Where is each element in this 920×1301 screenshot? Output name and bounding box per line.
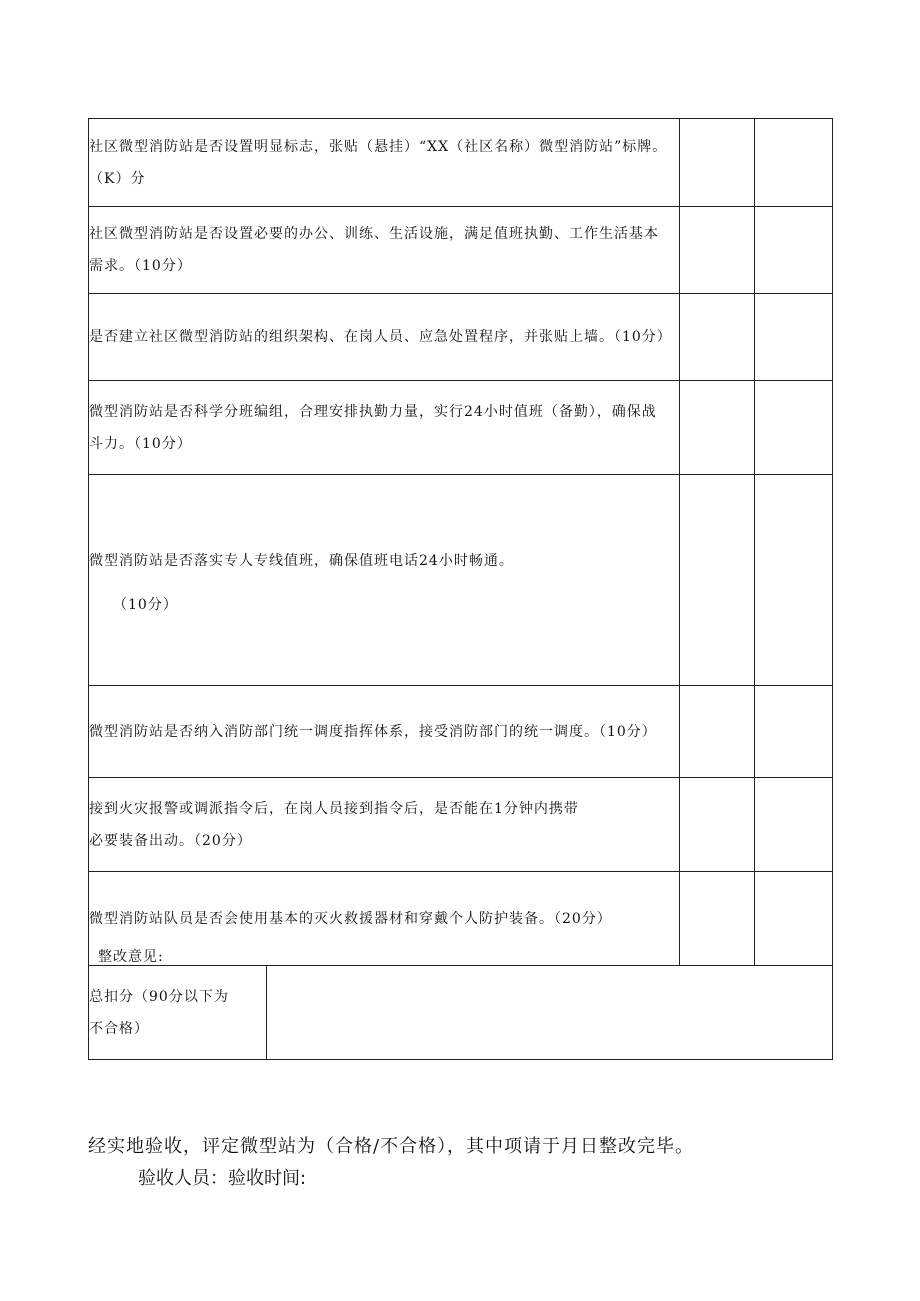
remark-cell[interactable] — [755, 686, 833, 778]
table-row-total — [89, 966, 833, 1060]
inspector-signoff: 验收人员：验收时间: — [138, 1168, 307, 1189]
item-text: 社区微型消防站是否设置必要的办公、训练、生活设施，满足值班执勤、工作生活基本 需求。（10分） — [89, 207, 680, 294]
score-cell[interactable] — [680, 475, 755, 686]
table-row — [89, 119, 833, 207]
remark-cell[interactable] — [755, 872, 833, 966]
remark-cell[interactable] — [755, 381, 833, 475]
table-row — [89, 778, 833, 872]
remark-cell[interactable] — [755, 778, 833, 872]
score-cell[interactable] — [680, 207, 755, 294]
table-row — [89, 686, 833, 778]
score-cell[interactable] — [680, 381, 755, 475]
item-text-line: （10分） — [113, 597, 178, 613]
remark-cell[interactable] — [755, 475, 833, 686]
table-row — [89, 207, 833, 294]
score-cell[interactable] — [680, 686, 755, 778]
score-cell[interactable] — [680, 294, 755, 381]
remark-cell[interactable] — [755, 294, 833, 381]
table-row — [89, 475, 833, 686]
item-text: 接到火灾报警或调派指令后，在岗人员接到指令后，是否能在1分钟内携带 必要装备出动。（20分） — [89, 778, 680, 872]
remark-cell[interactable] — [755, 207, 833, 294]
score-cell[interactable] — [680, 872, 755, 966]
score-cell[interactable] — [680, 119, 755, 207]
item-text: 是否建立社区微型消防站的组织架构、在岗人员、应急处置程序，并张贴上墙。（10分） — [89, 294, 680, 381]
inspection-checklist-table — [88, 118, 833, 1060]
table-row — [89, 872, 833, 966]
total-deduction-value[interactable] — [267, 966, 833, 1060]
table-row — [89, 294, 833, 381]
score-cell[interactable] — [680, 778, 755, 872]
item-text: 微型消防站是否科学分班编组，合理安排执勤力量，实行24小时值班（备勤），确保战 斗力。（10分） — [89, 381, 680, 475]
rectification-opinion-label: 整改意见: — [98, 949, 164, 965]
table-row — [89, 381, 833, 475]
item-text — [89, 475, 680, 686]
item-text: 微型消防站是否纳入消防部门统一调度指挥体系，接受消防部门的统一调度。（10分） — [89, 686, 680, 778]
remark-cell[interactable] — [755, 119, 833, 207]
item-text: 社区微型消防站是否设置明显标志，张贴（悬挂）“XX（社区名称）微型消防站”标牌。 （K）分 — [89, 119, 680, 207]
item-text: 微型消防站队员是否会使用基本的灭火救援器材和穿戴个人防护装备。（20分） — [89, 872, 680, 966]
total-deduction-label: 总扣分（90分以下为 不合格） — [89, 966, 267, 1060]
item-text-line: 微型消防站是否落实专人专线值班，确保值班电话24小时畅通。 — [89, 553, 514, 569]
acceptance-conclusion: 经实地验收，评定微型站为（合格/不合格），其中项请于月日整改完毕。 — [88, 1136, 695, 1157]
